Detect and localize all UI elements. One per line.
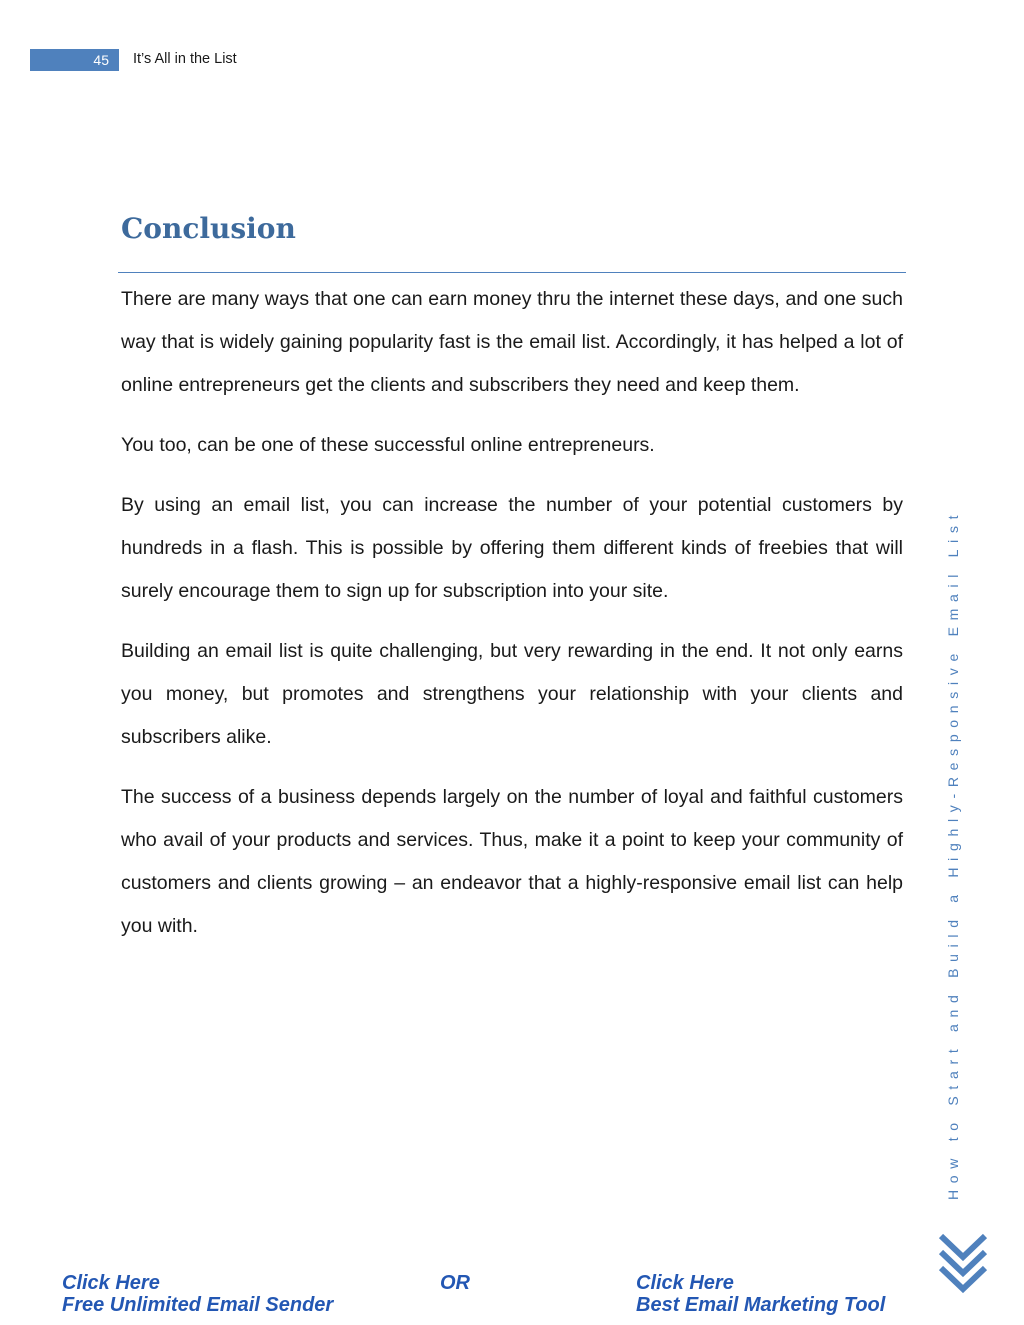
body-text xyxy=(121,278,903,965)
email-marketing-tool-link[interactable] xyxy=(636,1272,885,1316)
double-chevron-down-icon[interactable] xyxy=(938,1233,988,1295)
link-line-1: Click Here xyxy=(636,1272,734,1294)
paragraph: Building an email list is quite challenging, but very rewarding in the end. It not only earns you money, but promotes and strengthens your relationship with your clients and subscribers alike. xyxy=(121,640,903,748)
running-header: It’s All in the List xyxy=(133,51,237,67)
paragraph: There are many ways that one can earn money thru the internet these days, and one such way that is widely gaining popularity fast is the email list. Accordingly, it has helped a lot of online entrepreneurs get the clients and subscribers they need and keep them. xyxy=(121,288,903,396)
free-email-sender-link[interactable] xyxy=(62,1272,333,1316)
page-number: 45 xyxy=(30,49,119,71)
heading-divider xyxy=(118,272,906,273)
side-title: How to Start and Build a Highly-Responsive Email List xyxy=(945,508,961,1200)
section-heading: Conclusion xyxy=(121,212,296,245)
link-line-2: Best Email Marketing Tool xyxy=(636,1294,886,1316)
paragraph: You too, can be one of these successful online entrepreneurs. xyxy=(121,434,655,456)
or-separator: OR xyxy=(440,1272,470,1294)
link-line-1: Click Here xyxy=(62,1272,160,1294)
paragraph: By using an email list, you can increase the number of your potential customers by hundreds in a flash. This is possible by offering them different kinds of freebies that will surely encourage them to sign up for subscription into your site. xyxy=(121,494,903,602)
link-line-2: Free Unlimited Email Sender xyxy=(62,1294,334,1316)
paragraph: The success of a business depends largely on the number of loyal and faithful customers who avail of your products and services. Thus, make it a point to keep your community of customers and clients growing – an endeavor that a highly-responsive email list can help you with. xyxy=(121,786,903,937)
